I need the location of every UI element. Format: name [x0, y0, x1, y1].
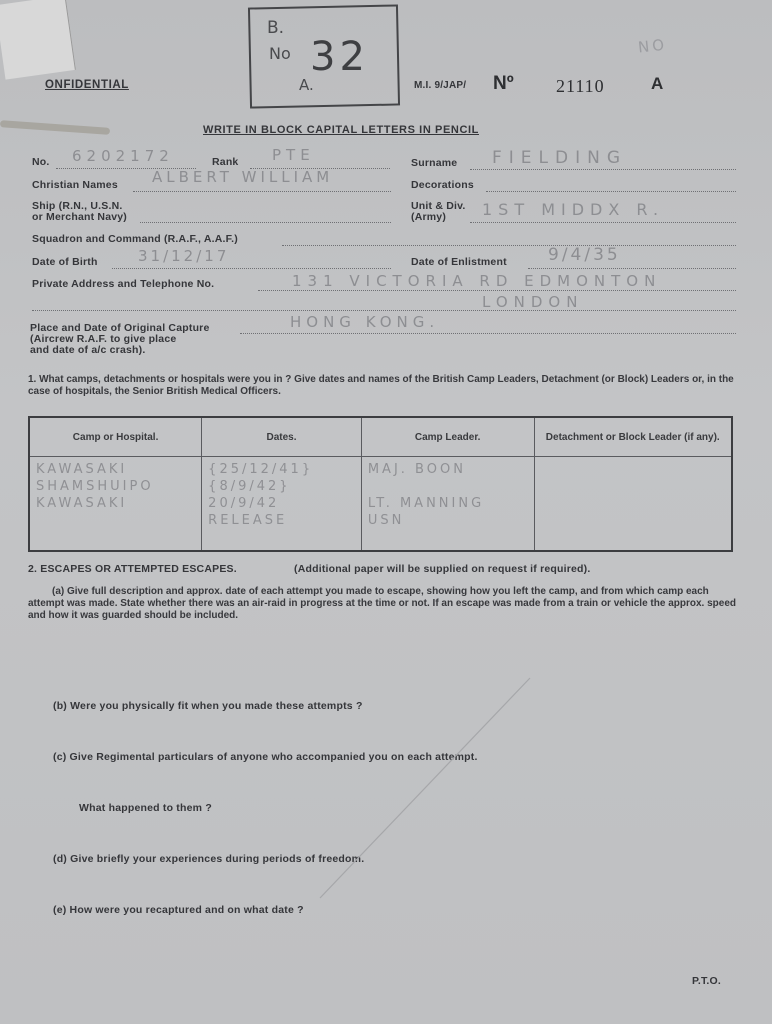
christian-names-value: ALBERT WILLIAM	[152, 168, 334, 186]
christian-names-label: Christian Names	[32, 179, 118, 191]
leaders-cell: MAJ. BOON LT. MANNING USN	[367, 462, 485, 528]
col-leader-header: Camp Leader.	[361, 417, 534, 457]
capture-label-line3: and date of a/c crash).	[30, 344, 146, 356]
pto-label: P.T.O.	[692, 975, 722, 987]
service-number-value: 6202172	[72, 147, 174, 165]
section-2-title: 2. ESCAPES OR ATTEMPTED ESCAPES.	[28, 563, 237, 575]
paper-tab	[0, 0, 76, 80]
dob-value: 31/12/17	[138, 247, 230, 265]
section-2-note: (Additional paper will be supplied on request if required).	[294, 563, 591, 575]
stamp-line2: No	[269, 44, 291, 63]
confidential-label: ONFIDENTIAL	[45, 79, 129, 91]
capture-value: HONG KONG.	[290, 313, 440, 331]
unit-label-line1: Unit & Div.	[411, 200, 466, 212]
squadron-label: Squadron and Command (R.A.F., A.A.F.)	[32, 233, 238, 245]
unit-value: 1ST MIDDX R.	[482, 200, 665, 219]
stamp-line1: B.	[267, 18, 285, 38]
col-block-leader-header: Detachment or Block Leader (if any).	[534, 417, 732, 457]
col-camp-header: Camp or Hospital.	[29, 417, 202, 457]
surname-label: Surname	[411, 157, 458, 169]
form-suffix: A	[651, 74, 664, 93]
section-2a: (a) Give full description and approx. date of each attempt you made to escape, showing how you left the camp, and from which camp each attempt was made. State whether there was an air-raid in progress at the time or not. If an escape was made from a train or vehicle the approx. speed and how it was guarded should be included.	[28, 586, 736, 621]
rank-label: Rank	[212, 156, 239, 168]
question-1: 1. What camps, detachments or hospitals were you in ? Give dates and names of the British Camp Leaders, Detachment (or Block) Leaders or, in the case of hospitals, the Senior British Medical Officers.	[28, 374, 734, 397]
no-label: No.	[32, 156, 50, 168]
dob-label: Date of Birth	[32, 256, 98, 268]
camps-cell: KAWASAKI SHAMSHUIPO KAWASAKI	[36, 462, 154, 511]
capture-label-line2: (Aircrew R.A.F. to give place	[30, 333, 177, 345]
section-2b: (b) Were you physically fit when you made these attempts ?	[53, 700, 363, 712]
col-dates-header: Dates.	[202, 417, 362, 457]
tie-string	[0, 120, 110, 135]
enlistment-label: Date of Enlistment	[411, 256, 507, 268]
stamp-line3: A.	[299, 76, 314, 94]
stamp-handwritten-number: 32	[310, 34, 369, 80]
decorations-label: Decorations	[411, 179, 474, 191]
ship-label-line1: Ship (R.N., U.S.N.	[32, 200, 123, 212]
number-symbol: Nº	[493, 73, 514, 94]
reference-code: M.I. 9/JAP/	[414, 80, 467, 91]
address-line2-value: LONDON	[482, 293, 584, 311]
ship-label-line2: or Merchant Navy)	[32, 211, 128, 223]
corner-pencil-note: NO	[637, 35, 668, 57]
section-2e: (e) How were you recaptured and on what date ?	[53, 904, 304, 916]
section-2d: (d) Give briefly your experiences during periods of freedom.	[53, 853, 365, 865]
pencil-stroke	[280, 670, 540, 910]
rank-value: PTE	[272, 146, 315, 164]
surname-value: FIELDING	[492, 148, 627, 168]
form-title: WRITE IN BLOCK CAPITAL LETTERS IN PENCIL	[203, 124, 479, 136]
form-number: 21110	[556, 76, 605, 96]
unit-label-line2: (Army)	[411, 211, 447, 223]
capture-label-line1: Place and Date of Original Capture	[30, 322, 210, 334]
section-2c-followup: What happened to them ?	[79, 802, 212, 814]
address-line1-value: 131 VICTORIA RD EDMONTON	[292, 272, 662, 290]
dates-cell: {25/12/41} {8/9/42} 20/9/42 RELEASE	[208, 462, 314, 528]
camps-table	[28, 416, 733, 552]
address-label: Private Address and Telephone No.	[32, 278, 215, 290]
enlistment-value: 9/4/35	[548, 245, 621, 265]
section-2c: (c) Give Regimental particulars of anyone who accompanied you on each attempt.	[53, 751, 478, 763]
